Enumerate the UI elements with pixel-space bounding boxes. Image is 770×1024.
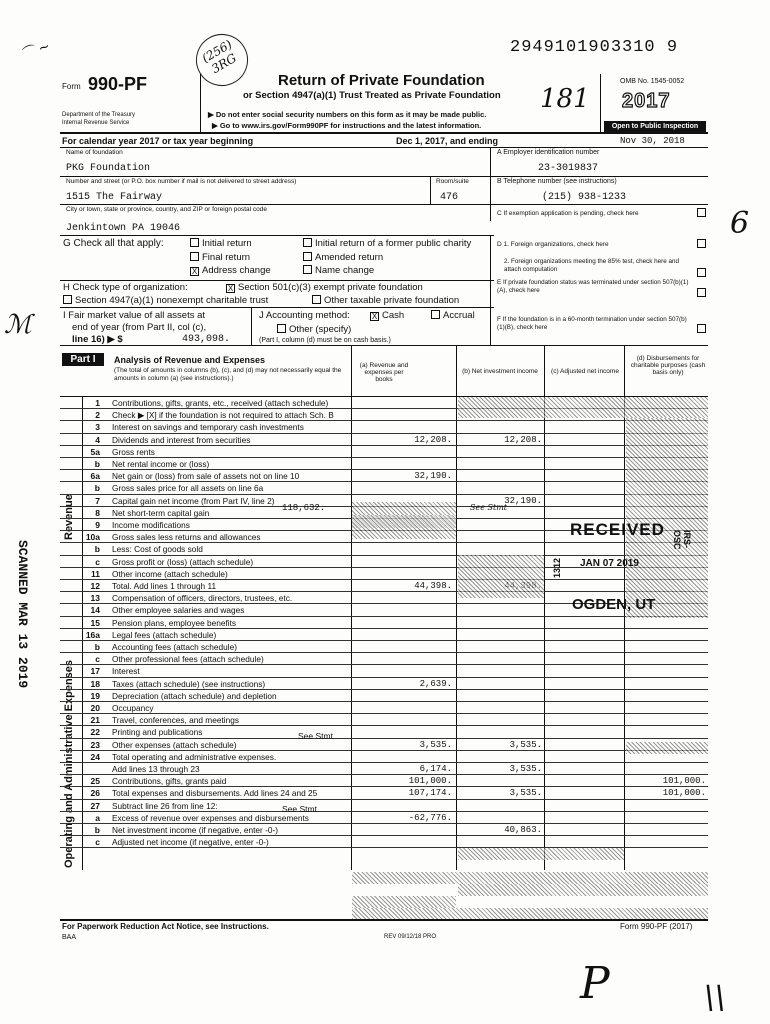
received-city: OGDEN, UT [572, 596, 656, 613]
h-other[interactable] [312, 295, 459, 306]
d1-label: D 1. Foreign organizations, check here [497, 241, 609, 248]
row-label: Net rental income or (loss) [112, 459, 210, 469]
checkbox-checked-icon: X [227, 284, 234, 293]
row-number: 3 [95, 422, 100, 433]
row-number: b [94, 825, 100, 835]
exemption-pending-label: C If exemption application is pending, check here [497, 210, 639, 217]
i-label-3: line 16) ▶ $ [72, 334, 123, 345]
part1-desc-text: (The total of amounts in columns (b), (c), and (d) may not necessarily equal the amounts in column (a) (see instructions).) [114, 367, 342, 382]
table-row [60, 470, 708, 482]
row-label: Net investment income (if negative, enter -0-) [112, 825, 279, 835]
h-other-label: Other taxable private foundation [324, 295, 460, 306]
paperwork-notice: For Paperwork Reduction Act Notice, see Instructions. [62, 922, 269, 931]
d1-checkbox[interactable] [697, 239, 706, 248]
col-d-text: (d) Disbursements for charitable purposes (cash basis only) [630, 355, 706, 376]
j-other-label: Other (specify) [289, 324, 352, 335]
j-cash-label: Cash [382, 310, 405, 321]
table-row [60, 678, 708, 690]
received-side-right: IRS-OSC [672, 530, 692, 550]
table-row [60, 824, 708, 836]
row-label: Net gain or (loss) from sale of assets not on line 10 [112, 471, 300, 482]
row-label: Adjusted net income (if negative, enter -0-) [112, 837, 269, 848]
h-label: H Check type of organization: [63, 282, 188, 293]
table-row [60, 787, 708, 799]
form-number: 990-PF [88, 74, 148, 94]
received-title: RECEIVED [570, 520, 665, 539]
open-public-text: Open to Public Inspection [611, 123, 699, 130]
shade-1b [458, 397, 708, 418]
row-label: Subtract line 26 from line 12: [112, 800, 218, 811]
see-stmt-23: See Stmt [282, 804, 317, 814]
room-label: Room/suite [436, 178, 469, 185]
row-number: c [95, 556, 100, 567]
row-number: 4 [95, 434, 100, 445]
g-initial-label: Initial return [202, 238, 252, 249]
row-label: Total operating and administrative expenses. [112, 751, 277, 762]
row-number: 15 [90, 617, 100, 628]
form-ref: Form 990-PF (2017) [620, 922, 693, 931]
row-number: 27 [90, 800, 100, 811]
row-label: Contributions, gifts, grants paid [112, 776, 227, 787]
value-col-a: 107,174. [408, 788, 452, 799]
row-number: b [94, 459, 100, 469]
checkbox-icon [431, 310, 440, 319]
row-number: 11 [91, 568, 100, 579]
i-value: 493,098. [182, 334, 231, 345]
d2-checkbox[interactable] [697, 268, 706, 277]
row-number: 20 [90, 703, 100, 713]
row-number: b [94, 483, 100, 494]
row-label: Check ▶ [X] if the foundation is not required to attach Sch. B [112, 410, 334, 421]
row-number: 24 [90, 751, 100, 762]
j-accrual-label: Accrual [443, 310, 475, 321]
table-row [60, 421, 708, 433]
row-number: 9 [95, 520, 100, 530]
row-number: 17 [90, 666, 100, 677]
value-col-b: 3,535. [509, 788, 542, 799]
row-number: 25 [90, 776, 100, 787]
gross-sales-6b-value: 118,632. [282, 503, 326, 513]
value-col-a: -62,776. [408, 812, 452, 823]
row-number: 5a [90, 446, 100, 457]
checkbox-checked-icon: X [191, 267, 198, 276]
handwritten-6: 6 [730, 206, 750, 241]
checkbox-icon [312, 295, 321, 304]
value-col-b: 12,208. [504, 434, 542, 445]
row-number: c [95, 654, 100, 665]
shade-10-b [458, 555, 544, 598]
instruction-ssn: ▶ Do not enter social security numbers on this form as it may be made public. [208, 110, 487, 119]
rev-label: REV 09/12/18 PRO [384, 934, 437, 940]
expenses-side-label: Operating and Administrative Expenses [63, 659, 75, 868]
shade-27 [352, 872, 708, 884]
table-row [60, 617, 708, 629]
value-col-d: 101,000. [662, 788, 706, 799]
row-label: Other income (attach schedule) [112, 568, 228, 579]
value-col-a: 2,639. [419, 678, 452, 689]
col-d-header [628, 355, 708, 376]
table-row [60, 702, 708, 714]
shade-27a [458, 884, 708, 896]
row-label: Gross sales less returns and allowances [112, 532, 261, 543]
top-scribble: ⌒ ~ [18, 38, 53, 64]
row-number: 2 [95, 410, 100, 421]
revenue-side-label: Revenue [63, 494, 75, 540]
row-label: Taxes (attach schedule) (see instructions) [112, 678, 266, 689]
row-label: Interest [112, 666, 140, 677]
g-name-change[interactable] [303, 265, 374, 276]
table-row [60, 763, 708, 775]
value-col-d: 101,000. [662, 776, 706, 787]
f-checkbox[interactable] [697, 324, 706, 333]
open-public-banner [604, 121, 706, 132]
col-b-text: (b) Net investment income [462, 368, 538, 375]
g-amended-label: Amended return [315, 252, 384, 263]
value-col-a: 6,174. [419, 764, 452, 774]
row-label: Capital gain net income (from Part IV, line 2) [112, 495, 275, 506]
row-label: Gross rents [112, 446, 155, 457]
shade-27c [352, 908, 708, 919]
g-label: G Check all that apply: [63, 238, 164, 249]
table-row [60, 482, 708, 494]
value-col-b: 3,535. [509, 739, 542, 750]
table-row [60, 812, 708, 824]
g-address-label: Address change [202, 265, 271, 276]
row-number: c [95, 837, 100, 848]
value-col-a: 32,190. [414, 471, 452, 482]
shade-25b [458, 848, 624, 860]
checkbox-icon [303, 265, 312, 274]
phone-label: B Telephone number (see instructions) [497, 178, 617, 185]
row-label: Gross profit or (loss) (attach schedule) [112, 556, 254, 567]
g-name-label: Name change [315, 265, 375, 276]
col-b-header [456, 368, 544, 375]
row-label: Gross sales price for all assets on line 6a [112, 483, 264, 494]
row-label: Pension plans, employee benefits [112, 617, 237, 628]
g-initial-former[interactable] [303, 238, 471, 249]
row-number: a [95, 812, 100, 823]
col-a-text: (a) Revenue and expenses per books [359, 362, 409, 383]
g-initial-return[interactable] [190, 238, 252, 249]
checkbox-icon [190, 238, 199, 247]
row-label: Legal fees (attach schedule) [112, 629, 217, 640]
value-col-a: 44,398. [414, 581, 452, 591]
scanned-margin: SCANNED MAR 13 2019 [15, 540, 30, 689]
row-number: 6a [90, 471, 100, 482]
j-note: (Part I, column (d) must be on cash basis.) [259, 337, 391, 344]
h-4947-label: Section 4947(a)(1) nonexempt charitable trust [75, 295, 269, 306]
part1-badge [62, 353, 104, 366]
row-label: Travel, conferences, and meetings [112, 715, 239, 726]
row-label: Contributions, gifts, grants, etc., received (attach schedule) [112, 398, 329, 408]
foundation-name: PKG Foundation [66, 163, 151, 174]
tax-year: 2017 [622, 90, 671, 112]
table-row [60, 726, 708, 738]
row-label: Income modifications [112, 520, 190, 530]
exemption-pending-checkbox[interactable] [697, 208, 706, 217]
d2-label [504, 258, 692, 274]
row-label: Other employee salaries and wages [112, 605, 245, 616]
h-501-label: Section 501(c)(3) exempt private foundation [238, 282, 423, 293]
row-number: 7 [95, 495, 100, 506]
value-col-a: 101,000. [408, 776, 452, 787]
g-initial-former-label: Initial return of a former public charity [315, 238, 472, 249]
phone-value: (215) 938-1233 [542, 192, 627, 203]
table-row [60, 714, 708, 726]
row-label: Excess of revenue over expenses and disbursements [112, 812, 309, 823]
see-stmt-6b: See Stmt [470, 503, 507, 512]
row-label: Dividends and interest from securities [112, 434, 251, 445]
circle-note-text: (256) 3RG [199, 37, 239, 77]
dln-number: 2949101903310 9 [510, 38, 679, 57]
table-row [60, 446, 708, 458]
table-row [60, 434, 708, 446]
row-number: 14 [90, 605, 100, 616]
row-number: 13 [90, 593, 100, 604]
row-number: 18 [90, 678, 100, 689]
g-final-return[interactable] [190, 252, 250, 263]
shade-27b [352, 896, 456, 908]
table-row [60, 800, 708, 812]
checkbox-icon [63, 295, 72, 304]
part1-title: Analysis of Revenue and Expenses [114, 355, 266, 365]
handwritten-p: P [580, 958, 610, 1009]
col-c-header [548, 368, 622, 375]
calendar-end: Nov 30, 2018 [620, 136, 685, 146]
street-label: Number and street (or P.O. box number if mail is not delivered to street address) [66, 178, 297, 185]
d2-text: 2. Foreign organizations meeting the 85% test, check here and attach computation [504, 258, 680, 273]
h-4947[interactable] [63, 295, 268, 306]
row-label: Total. Add lines 1 through 11 [112, 581, 217, 591]
checkbox-icon [303, 238, 312, 247]
checkbox-icon [190, 252, 199, 261]
room-value: 476 [440, 192, 459, 203]
row-number: 8 [95, 507, 100, 518]
row-label: Depreciation (attach schedule) and depletion [112, 690, 277, 701]
f-text: F If the foundation is in a 60-month termination under section 507(b)(1)(B), check here [497, 316, 687, 331]
form-label: Form [62, 82, 81, 91]
j-cash[interactable] [370, 310, 404, 321]
row-label: Other professional fees (attach schedule) [112, 654, 264, 665]
received-side-left: 1312 [552, 557, 562, 578]
dept-line1: Department of the Treasury [62, 112, 136, 118]
i-label-2: end of year (from Part II, col (c), [72, 322, 207, 333]
table-row [60, 775, 708, 787]
row-number: 23 [90, 739, 100, 750]
form-title: Return of Private Foundation [278, 72, 485, 89]
row-label: Add lines 13 through 23 [112, 764, 200, 774]
j-accrual[interactable] [431, 310, 475, 321]
calendar-label: For calendar year 2017 or tax year beginning [62, 136, 254, 146]
row-label: Less: Cost of goods sold [112, 544, 203, 555]
row-number: 1 [95, 398, 100, 408]
col-c-text: (c) Adjusted net income [551, 368, 619, 375]
row-number: 12 [90, 581, 100, 591]
row-label: Compensation of officers, directors, trustees, etc. [112, 593, 293, 604]
row-number: 19 [90, 690, 100, 701]
row-label: Accounting fees (attach schedule) [112, 642, 237, 652]
row-label: Other expenses (attach schedule) [112, 739, 237, 750]
city-value: Jenkintown PA 19046 [66, 223, 181, 234]
value-col-a: 12,208. [414, 434, 452, 445]
received-stamp [550, 520, 702, 618]
g-amended-return[interactable] [303, 252, 383, 263]
table-row [60, 690, 708, 702]
shade-7a [352, 515, 456, 539]
instruction-url: ▶ Go to www.irs.gov/Form990PF for instructions and the latest information. [212, 121, 482, 130]
margin-scribble: ℳ [4, 310, 32, 340]
row-label: Printing and publications [112, 727, 203, 738]
row-number: 21 [90, 715, 100, 726]
value-col-b: 3,535. [509, 764, 542, 774]
ein-label: A Employer identification number [497, 149, 600, 156]
f-label [497, 316, 693, 332]
table-row [60, 641, 708, 653]
handwritten-181: 181 [540, 84, 590, 114]
city-label: City or town, state or province, country, and ZIP or foreign postal code [66, 206, 267, 213]
form-subtitle: or Section 4947(a)(1) Trust Treated as Private Foundation [243, 90, 501, 101]
table-row [60, 629, 708, 641]
street-value: 1515 The Fairway [66, 192, 163, 203]
omb-number: OMB No. 1545-0052 [620, 78, 685, 85]
row-number: b [94, 544, 100, 555]
dept-line2: Internal Revenue Service [62, 120, 130, 126]
handwritten-slashes: \\ [704, 978, 726, 1016]
value-col-b: 32,190. [504, 495, 542, 506]
row-label: Occupancy [112, 703, 154, 713]
g-address-change[interactable] [190, 265, 271, 276]
g-final-label: Final return [202, 252, 251, 263]
row-number: 16a [85, 629, 100, 640]
e-label [497, 279, 693, 295]
part1-desc [114, 367, 346, 383]
row-number: 26 [90, 788, 100, 799]
col-a-header [356, 362, 412, 383]
e-text: E If private foundation status was terminated under section 507(b)(1)(A), check here [497, 279, 689, 294]
row-number: 22 [90, 727, 100, 738]
row-label: Interest on savings and temporary cash investments [112, 422, 304, 433]
table-row [60, 739, 708, 751]
j-other[interactable] [277, 324, 351, 335]
baa-label: BAA [62, 934, 77, 941]
row-number: b [94, 642, 100, 652]
row-label: Net short-term capital gain [112, 507, 210, 518]
value-col-a: 3,535. [419, 739, 452, 750]
table-row [60, 653, 708, 665]
ein-value: 23-3019837 [538, 163, 599, 174]
row-number: 10a [85, 532, 100, 543]
part1-badge-text: Part I [70, 354, 96, 365]
j-label: J Accounting method: [259, 310, 350, 321]
received-date: JAN 07 2019 [580, 558, 639, 569]
value-col-b: 40,863. [504, 825, 542, 835]
checkbox-checked-icon: X [371, 312, 378, 321]
h-501c3[interactable] [226, 282, 423, 293]
checkbox-icon [303, 252, 312, 261]
table-row [60, 751, 708, 763]
row-label: Total expenses and disbursements. Add lines 24 and 25 [112, 788, 318, 799]
table-row [60, 836, 708, 848]
i-label-1: I Fair market value of all assets at [63, 310, 206, 321]
calendar-begin: Dec 1, 2017, and ending [396, 136, 499, 146]
checkbox-icon [277, 324, 286, 333]
circle-note [186, 24, 257, 95]
shade-19d [626, 742, 708, 754]
table-row [60, 665, 708, 677]
table-row [60, 458, 708, 470]
see-stmt-18: See Stmt [298, 731, 333, 741]
name-label: Name of foundation [66, 149, 123, 156]
e-checkbox[interactable] [697, 288, 706, 297]
